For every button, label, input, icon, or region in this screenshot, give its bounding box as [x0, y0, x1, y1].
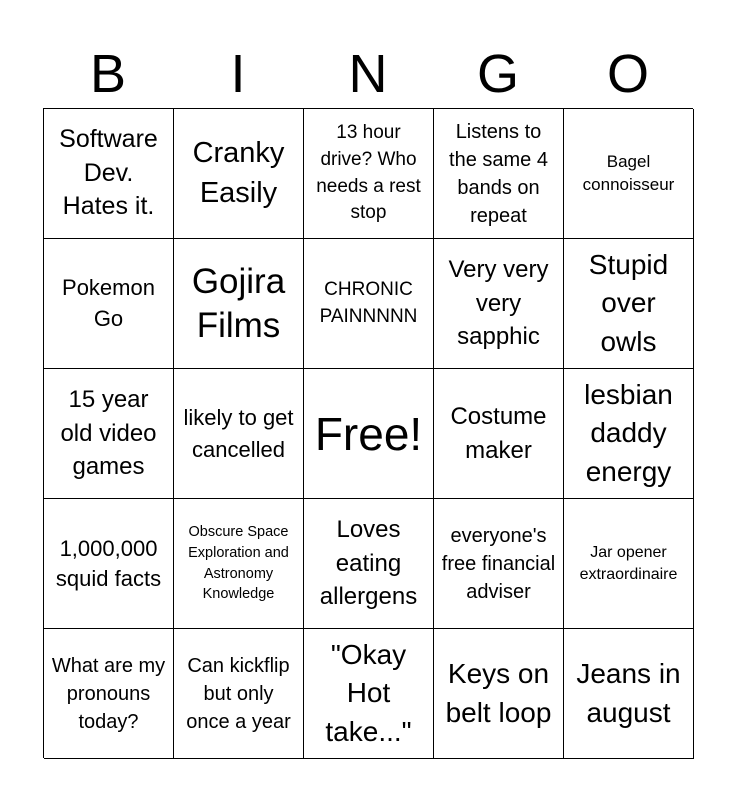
bingo-cell-r2c4[interactable]: Very very very sapphic	[434, 239, 564, 369]
header-letter-o: O	[606, 44, 649, 104]
bingo-cell-r5c5[interactable]: Jeans in august	[564, 629, 694, 759]
bingo-cell-r5c3[interactable]: "Okay Hot take..."	[304, 629, 434, 759]
bingo-cell-r5c1[interactable]: What are my pronouns today?	[44, 629, 174, 759]
bingo-cell-r5c4[interactable]: Keys on belt loop	[434, 629, 564, 759]
bingo-cell-r3c4[interactable]: Costume maker	[434, 369, 564, 499]
bingo-cell-r5c2[interactable]: Can kickflip but only once a year	[174, 629, 304, 759]
header-letter-g: G	[476, 44, 519, 104]
bingo-cell-r1c2[interactable]: Cranky Easily	[174, 109, 304, 239]
bingo-cell-r2c2[interactable]: Gojira Films	[174, 239, 304, 369]
bingo-cell-r4c3[interactable]: Loves eating allergens	[304, 499, 434, 629]
bingo-cell-free[interactable]: Free!	[304, 369, 434, 499]
bingo-cell-r4c1[interactable]: 1,000,000 squid facts	[44, 499, 174, 629]
bingo-cell-r4c4[interactable]: everyone's free financial adviser	[434, 499, 564, 629]
header-letter-n: N	[348, 44, 388, 104]
bingo-cell-r2c5[interactable]: Stupid over owls	[564, 239, 694, 369]
bingo-board	[43, 108, 693, 758]
bingo-cell-r2c1[interactable]: Pokemon Go	[44, 239, 174, 369]
bingo-cell-r3c1[interactable]: 15 year old video games	[44, 369, 174, 499]
header-letter-b: B	[89, 44, 127, 104]
bingo-cell-r1c5[interactable]: Bagel connoisseur	[564, 109, 694, 239]
bingo-cell-r4c2[interactable]: Obscure Space Exploration and Astronomy Knowledge	[174, 499, 304, 629]
bingo-cell-r1c3[interactable]: 13 hour drive? Who needs a rest stop	[304, 109, 434, 239]
bingo-cell-r2c3[interactable]: CHRONIC PAINNNNN	[304, 239, 434, 369]
bingo-header	[43, 40, 693, 108]
bingo-cell-r4c5[interactable]: Jar opener extraordinaire	[564, 499, 694, 629]
header-letter-i: I	[230, 44, 246, 104]
bingo-cell-r1c4[interactable]: Listens to the same 4 bands on repeat	[434, 109, 564, 239]
bingo-cell-r3c2[interactable]: likely to get cancelled	[174, 369, 304, 499]
bingo-cell-r1c1[interactable]: Software Dev. Hates it.	[44, 109, 174, 239]
bingo-cell-r3c5[interactable]: lesbian daddy energy	[564, 369, 694, 499]
